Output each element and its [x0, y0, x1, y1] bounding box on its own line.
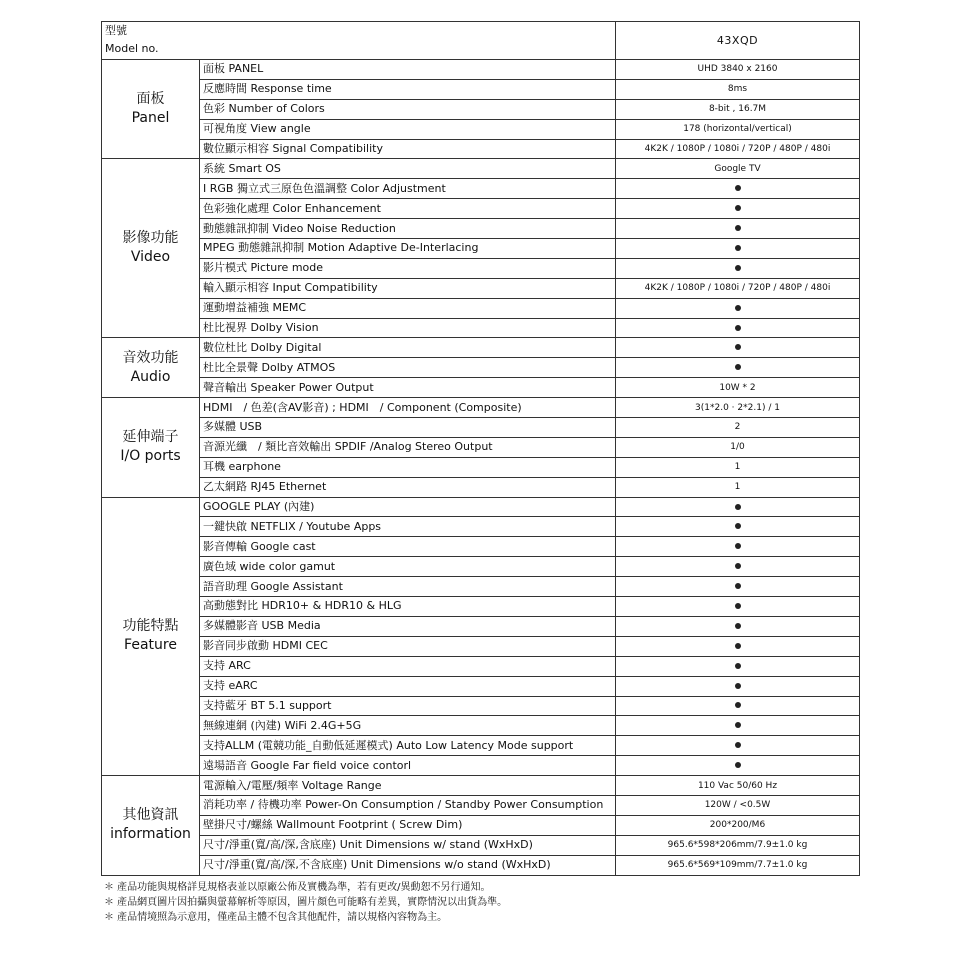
spec-value [616, 656, 860, 676]
spec-label: 運動增益補強 MEMC [200, 298, 616, 318]
spec-value [616, 696, 860, 716]
category-name-zh: 延伸端子 [122, 429, 179, 446]
category-cell [102, 398, 200, 497]
model-row [102, 22, 860, 60]
spec-row [102, 815, 860, 835]
category-name-en: I/O ports [120, 448, 181, 465]
spec-row [102, 79, 860, 99]
supported-dot-icon [735, 245, 741, 251]
spec-label: 杜比全景聲 Dolby ATMOS [200, 358, 616, 378]
spec-value: 4K2K / 1080P / 1080i / 720P / 480P / 480i [616, 139, 860, 159]
spec-value: Google TV [616, 159, 860, 179]
spec-label: 數位杜比 Dolby Digital [200, 338, 616, 358]
spec-row [102, 636, 860, 656]
spec-row [102, 219, 860, 239]
spec-value: 178 (horizontal/vertical) [616, 119, 860, 139]
supported-dot-icon [735, 702, 741, 708]
spec-label: 色彩強化處理 Color Enhancement [200, 199, 616, 219]
spec-row [102, 716, 860, 736]
spec-row [102, 437, 860, 457]
category-name-en: Video [130, 249, 171, 266]
footnote: ＊ 產品功能與規格詳見規格表並以原廠公佈及實機為準，若有更改/異動恕不另行通知。 [104, 882, 491, 893]
spec-label: 面板 PANEL [200, 60, 616, 80]
spec-value: 4K2K / 1080P / 1080i / 720P / 480P / 480i [616, 278, 860, 298]
supported-dot-icon [735, 563, 741, 569]
spec-row [102, 119, 860, 139]
spec-value [616, 497, 860, 517]
spec-value [616, 219, 860, 239]
spec-value [616, 597, 860, 617]
spec-value: UHD 3840 x 2160 [616, 60, 860, 80]
category-cell [102, 776, 200, 875]
spec-value: 2 [616, 418, 860, 438]
spec-label: 影音同步啟動 HDMI CEC [200, 636, 616, 656]
spec-value [616, 557, 860, 577]
supported-dot-icon [735, 643, 741, 649]
spec-value [616, 517, 860, 537]
supported-dot-icon [735, 762, 741, 768]
supported-dot-icon [735, 543, 741, 549]
supported-dot-icon [735, 683, 741, 689]
spec-row [102, 457, 860, 477]
spec-row [102, 835, 860, 855]
spec-value: 3(1*2.0 · 2*2.1) / 1 [616, 398, 860, 418]
spec-label: 語音助理 Google Assistant [200, 577, 616, 597]
spec-value [616, 179, 860, 199]
spec-label: 壁掛尺寸/螺絲 Wallmount Footprint ( Screw Dim) [200, 815, 616, 835]
spec-row [102, 656, 860, 676]
supported-dot-icon [735, 305, 741, 311]
spec-label: 聲音輸出 Speaker Power Output [200, 378, 616, 398]
category-name-en: Panel [131, 110, 170, 127]
spec-value [616, 358, 860, 378]
spec-row [102, 537, 860, 557]
spec-row [102, 338, 860, 358]
spec-label: MPEG 動態雜訊抑制 Motion Adaptive De-Interlacing [200, 239, 616, 259]
spec-label: 耳機 earphone [200, 457, 616, 477]
spec-label: 杜比視界 Dolby Vision [200, 318, 616, 338]
spec-label: 音源光纖 / 類比音效輸出 SPDIF /Analog Stereo Output [200, 437, 616, 457]
spec-row [102, 497, 860, 517]
supported-dot-icon [735, 722, 741, 728]
supported-dot-icon [735, 225, 741, 231]
spec-value [616, 239, 860, 259]
spec-row [102, 298, 860, 318]
model-label-en: Model no. [105, 42, 159, 55]
supported-dot-icon [735, 185, 741, 191]
category-name-zh: 其他資訊 [122, 807, 179, 824]
spec-row [102, 278, 860, 298]
spec-value: 8-bit , 16.7M [616, 99, 860, 119]
spec-label: 電源輸入/電壓/頻率 Voltage Range [200, 776, 616, 796]
category-name-zh: 音效功能 [122, 349, 179, 366]
spec-label: 支持藍牙 BT 5.1 support [200, 696, 616, 716]
spec-value [616, 318, 860, 338]
spec-value: 120W / <0.5W [616, 795, 860, 815]
spec-label: 支持ALLM (電競功能_自動低延遲模式) Auto Low Latency Mode support [200, 736, 616, 756]
spec-row [102, 597, 860, 617]
spec-label: 高動態對比 HDR10+ & HDR10 & HLG [200, 597, 616, 617]
spec-row [102, 855, 860, 875]
spec-value: 200*200/M6 [616, 815, 860, 835]
category-name-en: Feature [124, 637, 177, 654]
spec-label: 一鍵快啟 NETFLIX / Youtube Apps [200, 517, 616, 537]
spec-label: 系統 Smart OS [200, 159, 616, 179]
spec-label: 可視角度 View angle [200, 119, 616, 139]
footnotes [104, 880, 507, 925]
spec-row [102, 557, 860, 577]
spec-row [102, 60, 860, 80]
spec-value: 965.6*569*109mm/7.7±1.0 kg [616, 855, 860, 875]
spec-value [616, 716, 860, 736]
spec-label: 支持 eARC [200, 676, 616, 696]
spec-label: 影片模式 Picture mode [200, 258, 616, 278]
supported-dot-icon [735, 663, 741, 669]
supported-dot-icon [735, 205, 741, 211]
spec-value: 1 [616, 477, 860, 497]
spec-label: 無線連網 (內建) WiFi 2.4G+5G [200, 716, 616, 736]
spec-row [102, 179, 860, 199]
supported-dot-icon [735, 265, 741, 271]
spec-label: 數位顯示相容 Signal Compatibility [200, 139, 616, 159]
spec-value: 110 Vac 50/60 Hz [616, 776, 860, 796]
category-name-zh: 影像功能 [122, 230, 179, 247]
spec-label: 廣色域 wide color gamut [200, 557, 616, 577]
spec-row [102, 398, 860, 418]
category-name-en: information [110, 826, 191, 843]
spec-row [102, 139, 860, 159]
spec-value [616, 577, 860, 597]
spec-row [102, 99, 860, 119]
spec-label: 尺寸/淨重(寬/高/深,不含底座) Unit Dimensions w/o stand (WxHxD) [200, 855, 616, 875]
spec-value: 965.6*598*206mm/7.9±1.0 kg [616, 835, 860, 855]
supported-dot-icon [735, 344, 741, 350]
model-label-cell [102, 22, 616, 60]
spec-row [102, 517, 860, 537]
supported-dot-icon [735, 583, 741, 589]
spec-label: 遠場語音 Google Far field voice contorl [200, 756, 616, 776]
category-cell [102, 60, 200, 159]
spec-label: 乙太網路 RJ45 Ethernet [200, 477, 616, 497]
spec-label: GOOGLE PLAY (內建) [200, 497, 616, 517]
supported-dot-icon [735, 504, 741, 510]
spec-row [102, 696, 860, 716]
spec-label: 多媒體 USB [200, 418, 616, 438]
spec-value [616, 756, 860, 776]
spec-label: 多媒體影音 USB Media [200, 616, 616, 636]
footnote: ＊ 產品網頁圖片因拍攝與螢幕解析等原因，圖片顏色可能略有差異，實際情況以出貨為準。 [104, 897, 508, 908]
spec-label: 支持 ARC [200, 656, 616, 676]
spec-label: 尺寸/淨重(寬/高/深,含底座) Unit Dimensions w/ stand (WxHxD) [200, 835, 616, 855]
spec-row [102, 756, 860, 776]
spec-row [102, 318, 860, 338]
spec-value [616, 676, 860, 696]
spec-row [102, 577, 860, 597]
category-name-zh: 面板 [136, 91, 165, 108]
spec-label: 反應時間 Response time [200, 79, 616, 99]
spec-value [616, 258, 860, 278]
spec-value [616, 636, 860, 656]
category-name-en: Audio [130, 368, 171, 385]
spec-label: I RGB 獨立式三原色色溫調整 Color Adjustment [200, 179, 616, 199]
spec-value [616, 298, 860, 318]
category-cell [102, 159, 200, 338]
spec-label: 色彩 Number of Colors [200, 99, 616, 119]
spec-row [102, 477, 860, 497]
spec-value: 10W * 2 [616, 378, 860, 398]
spec-value [616, 199, 860, 219]
spec-row [102, 676, 860, 696]
spec-row [102, 736, 860, 756]
model-value: 43XQD [616, 22, 860, 60]
footnote: ＊ 產品情境照為示意用，僅產品主體不包含其他配件，請以規格內容物為主。 [104, 912, 448, 923]
spec-label: HDMI / 色差(含AV影音) ; HDMI / Component (Composite) [200, 398, 616, 418]
spec-value [616, 736, 860, 756]
spec-value [616, 537, 860, 557]
spec-value: 8ms [616, 79, 860, 99]
spec-row [102, 239, 860, 259]
category-cell [102, 497, 200, 775]
supported-dot-icon [735, 742, 741, 748]
spec-row [102, 616, 860, 636]
spec-row [102, 358, 860, 378]
supported-dot-icon [735, 523, 741, 529]
spec-value [616, 338, 860, 358]
spec-label: 動態雜訊抑制 Video Noise Reduction [200, 219, 616, 239]
spec-value: 1/0 [616, 437, 860, 457]
spec-label: 輸入顯示相容 Input Compatibility [200, 278, 616, 298]
supported-dot-icon [735, 603, 741, 609]
model-label-zh: 型號 [105, 24, 127, 37]
spec-row [102, 258, 860, 278]
category-cell [102, 338, 200, 398]
spec-label: 消耗功率 / 待機功率 Power-On Consumption / Standby Power Consumption [200, 795, 616, 815]
spec-row [102, 418, 860, 438]
spec-table [101, 21, 860, 876]
spec-row [102, 378, 860, 398]
supported-dot-icon [735, 623, 741, 629]
supported-dot-icon [735, 364, 741, 370]
spec-row [102, 795, 860, 815]
spec-row [102, 776, 860, 796]
spec-row [102, 159, 860, 179]
supported-dot-icon [735, 325, 741, 331]
spec-value [616, 616, 860, 636]
spec-value: 1 [616, 457, 860, 477]
spec-row [102, 199, 860, 219]
category-name-zh: 功能特點 [122, 618, 179, 635]
spec-label: 影音傳輸 Google cast [200, 537, 616, 557]
